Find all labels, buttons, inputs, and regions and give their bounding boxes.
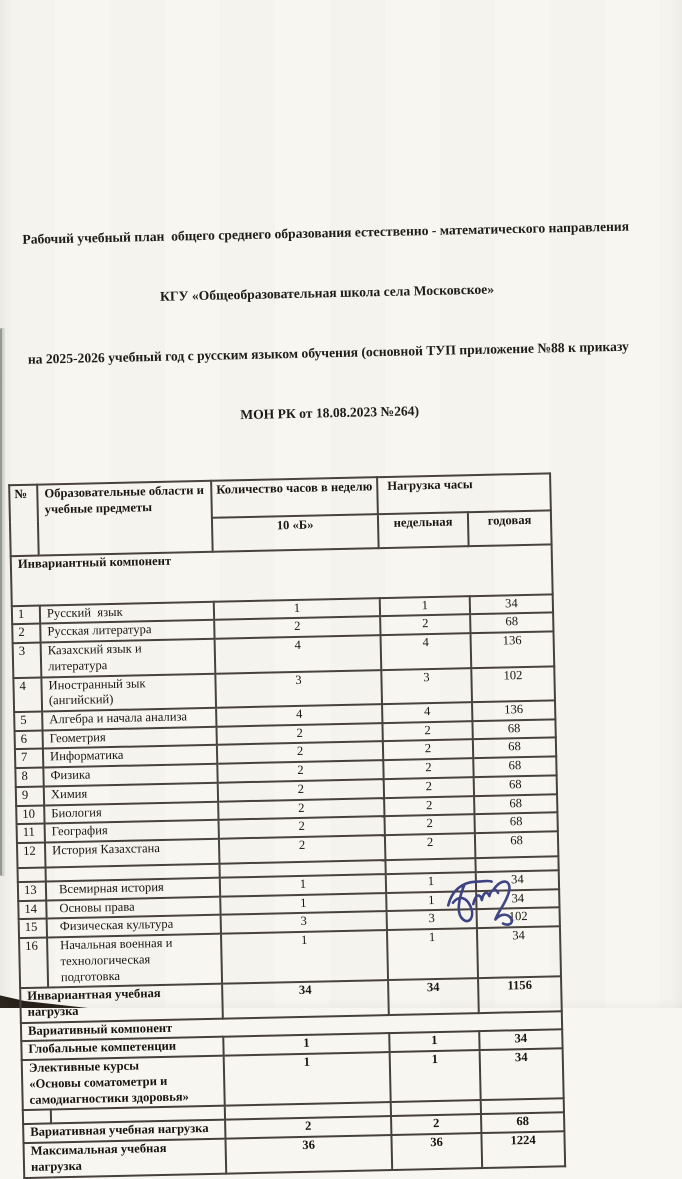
- hours-cell: 2: [225, 1116, 391, 1138]
- total-label-cell: Элективные курсы «Основы соматометри и самодиагностики здоровья»: [22, 1056, 225, 1111]
- yearly-cell: 34: [479, 1030, 562, 1051]
- hours-cell: 1: [224, 1052, 391, 1106]
- subject-cell: Русская литература: [40, 620, 214, 643]
- signature-ink: [430, 863, 534, 941]
- hours-cell: 1: [214, 598, 380, 620]
- subject-cell: История Казахстана: [45, 839, 219, 868]
- yearly-cell: 68: [472, 719, 555, 740]
- yearly-cell: 68: [470, 613, 553, 634]
- num-cell: 16: [19, 938, 48, 989]
- subject-cell: Биология: [44, 801, 218, 824]
- col-header-weekly: недельная: [378, 512, 469, 548]
- yearly-cell: 1156: [478, 977, 562, 1013]
- weekly-cell: 36: [391, 1133, 482, 1169]
- col-header-load: Нагрузка часы: [377, 473, 551, 514]
- yearly-cell: 68: [481, 1113, 564, 1134]
- hours-cell: 3: [221, 911, 387, 933]
- yearly-cell: 68: [474, 813, 557, 834]
- total-label-cell: Глобальные компетенции: [21, 1037, 223, 1060]
- col-header-class: 10 «Б»: [212, 514, 379, 552]
- subject-cell: Начальная военная и технологическая подготовка: [47, 934, 222, 988]
- hours-cell: 34: [222, 980, 389, 1018]
- yearly-cell: 68: [473, 738, 556, 759]
- num-cell: 13: [18, 881, 46, 900]
- hours-cell: 2: [217, 742, 383, 764]
- subject-cell: Казахский язык и литература: [41, 639, 216, 677]
- num-cell: [23, 1110, 51, 1125]
- num-cell: 8: [15, 768, 43, 787]
- signature: [430, 863, 534, 946]
- yearly-cell: 34: [480, 1048, 564, 1100]
- col-header-hours-per-week: Количество часов в неделю: [211, 477, 378, 518]
- num-cell: 12: [17, 843, 46, 868]
- weekly-cell: 3: [381, 668, 472, 704]
- hours-cell: 3: [215, 670, 382, 708]
- subject-cell: Основы права: [46, 896, 220, 919]
- weekly-cell: 2: [382, 721, 472, 742]
- hours-cell: 2: [219, 835, 386, 863]
- title-line: МОН РК от 18.08.2023 №264): [240, 402, 420, 422]
- num-cell: 2: [12, 624, 40, 643]
- num-cell: 6: [15, 730, 43, 749]
- subject-cell: Русский язык: [40, 601, 214, 624]
- weekly-cell: 1: [390, 1050, 481, 1102]
- yearly-cell: 68: [475, 831, 559, 858]
- subject-cell: Химия: [44, 783, 218, 806]
- weekly-cell: 1: [386, 891, 476, 912]
- weekly-cell: 2: [391, 1114, 481, 1135]
- yearly-cell: 136: [471, 631, 555, 667]
- hours-cell: 4: [215, 635, 382, 673]
- curriculum-table: [8, 472, 566, 1179]
- weekly-cell: 2: [385, 833, 476, 860]
- num-cell: 10: [16, 805, 44, 824]
- hours-cell: 1: [220, 874, 386, 896]
- subject-cell: Информатика: [43, 745, 217, 768]
- hours-cell: 4: [216, 704, 382, 726]
- total-label-cell: Максимальная учебная нагрузка: [24, 1139, 227, 1178]
- hours-cell: 2: [217, 760, 383, 782]
- num-cell: 3: [13, 643, 42, 678]
- num-cell: 4: [13, 677, 42, 712]
- weekly-cell: 2: [380, 614, 470, 635]
- num-cell: 14: [18, 900, 46, 919]
- yearly-cell: 1224: [481, 1131, 565, 1167]
- num-cell: 9: [16, 786, 44, 805]
- hours-cell: 36: [225, 1135, 392, 1173]
- weekly-cell: 4: [381, 633, 472, 669]
- num-cell: 15: [19, 919, 47, 938]
- subject-cell: Всемирная история: [46, 878, 220, 901]
- subject-cell: Алгебра и начала анализа: [42, 708, 216, 731]
- hours-cell: 1: [220, 893, 386, 915]
- total-label-cell: Инвариантная учебная нагрузка: [20, 984, 223, 1023]
- yearly-cell: 102: [471, 666, 555, 702]
- hours-cell: 2: [214, 616, 380, 638]
- yearly-cell: 34: [476, 889, 559, 910]
- weekly-cell: 1: [389, 1032, 479, 1053]
- weekly-cell: 1: [380, 596, 470, 617]
- title-line: КГУ «Общеобразовательная школа села Московское»: [159, 281, 495, 304]
- subject-cell: Физическая культура: [47, 915, 221, 938]
- weekly-cell: 2: [384, 796, 474, 817]
- weekly-cell: 2: [384, 815, 474, 836]
- yearly-cell: 136: [472, 700, 555, 721]
- num-cell: 1: [12, 605, 40, 624]
- title-line: на 2025-2026 учебный год с русским языком обучения (основной ТУП приложение №88 к приказу: [27, 338, 630, 367]
- hours-cell: 2: [216, 723, 382, 745]
- subject-cell: Иностранный зык (ангийский): [41, 673, 216, 711]
- yearly-cell: 34: [476, 870, 559, 891]
- col-header-yearly: годовая: [468, 510, 552, 546]
- hours-cell: 1: [221, 930, 388, 984]
- section-label-cell: Инвариантный компонент: [11, 544, 553, 606]
- subject-cell: Геометрия: [43, 726, 217, 749]
- section-label-cell: Вариативный компонент: [21, 1011, 562, 1042]
- yearly-cell: 68: [474, 775, 557, 796]
- num-cell: 7: [15, 749, 43, 768]
- hours-cell: 2: [219, 816, 385, 838]
- document-title: [0, 176, 656, 470]
- weekly-cell: 4: [382, 702, 472, 723]
- hours-cell: 1: [223, 1034, 389, 1056]
- yearly-cell: 102: [477, 908, 560, 929]
- total-label-cell: Вариативная учебная нагрузка: [23, 1120, 225, 1143]
- num-cell: 5: [14, 712, 42, 731]
- title-line: Рабочий учебный план общего среднего образования естественно - математического направления: [22, 218, 630, 247]
- subject-cell: География: [45, 820, 219, 843]
- yearly-cell: 34: [470, 594, 553, 615]
- yearly-cell: 68: [474, 794, 557, 815]
- hours-cell: 2: [218, 779, 384, 801]
- yearly-cell: 68: [473, 757, 556, 778]
- weekly-cell: 2: [383, 740, 473, 761]
- weekly-cell: 1: [386, 872, 476, 893]
- yearly-cell: 34: [477, 926, 561, 978]
- weekly-cell: 3: [387, 909, 477, 930]
- num-cell: [18, 867, 46, 882]
- weekly-cell: 34: [388, 978, 479, 1014]
- num-cell: 11: [17, 824, 45, 843]
- col-header-subject: Образовательные области и учебные предметы: [37, 480, 213, 555]
- col-header-num: №: [9, 484, 39, 556]
- subject-cell: Физика: [43, 764, 217, 787]
- weekly-cell: 2: [383, 758, 473, 779]
- hours-cell: 2: [218, 798, 384, 820]
- weekly-cell: 1: [387, 928, 478, 980]
- weekly-cell: 2: [384, 777, 474, 798]
